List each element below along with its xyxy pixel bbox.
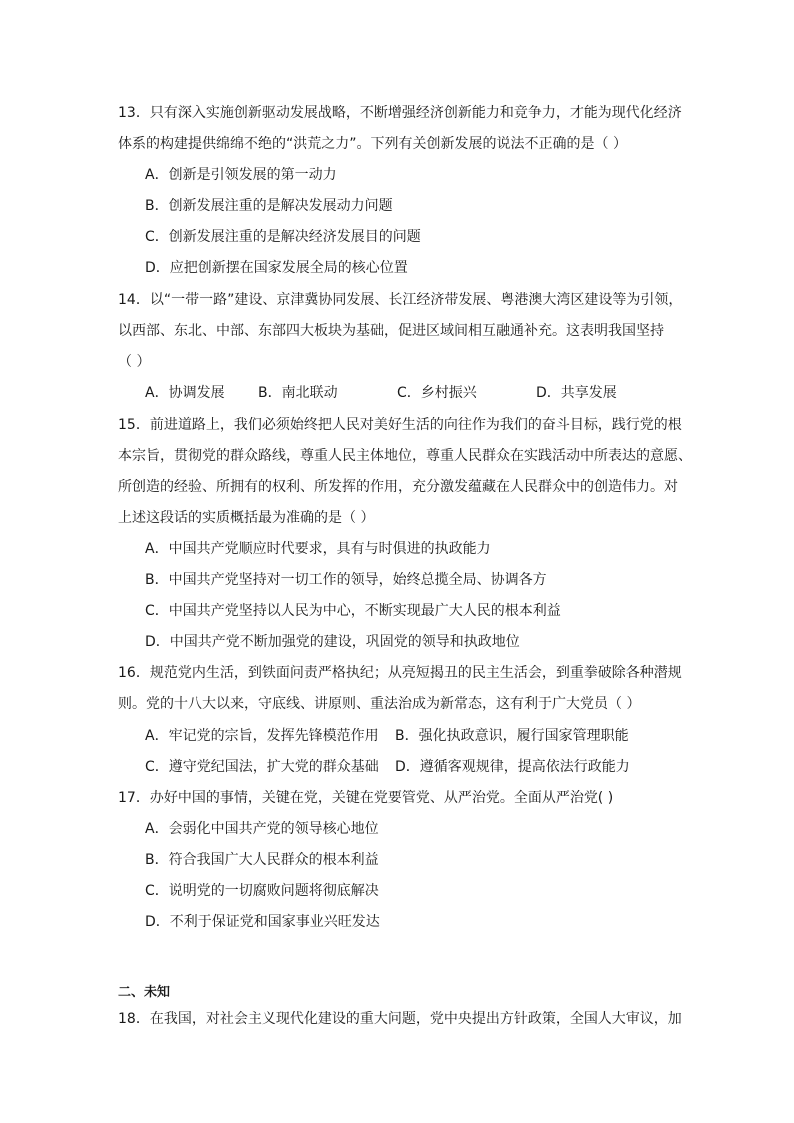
q14-stem-line3: （ ）	[118, 354, 151, 370]
q16-stem-line1: 16．规范党内生活，到铁面问责严格执纪；从亮短揭丑的民主生活会，到重拳破除各种潜规	[118, 665, 682, 681]
q17-option-b: B．符合我国广大人民群众的根本利益	[145, 852, 379, 868]
q15-stem-line1: 15．前进道路上，我们必须始终把人民对美好生活的向往作为我们的奋斗目标，践行党的根	[118, 417, 682, 433]
q13-option-b: B．创新发展注重的是解决发展动力问题	[145, 198, 393, 214]
q18-stem-line1: 18．在我国，对社会主义现代化建设的重大问题，党中央提出方针政策，全国人大审议，加	[118, 1011, 682, 1027]
q16-stem-line2: 则。党的十八大以来，守底线、讲原则、重法治成为新常态，这有利于广大党员（ ）	[118, 696, 641, 712]
q16-option-b: B．强化执政意识，履行国家管理职能	[395, 728, 629, 744]
q16-option-c: C．遵守党纪国法，扩大党的群众基础	[145, 759, 379, 775]
q17-option-d: D．不利于保证党和国家事业兴旺发达	[145, 914, 380, 930]
q14-stem-line2: 以西部、东北、中部、东部四大板块为基础，促进区域间相互融通补充。这表明我国坚持	[118, 323, 664, 339]
q15-stem-line3: 所创造的经验、所拥有的权利、所发挥的作用，充分激发蕴藏在人民群众中的创造伟力。对	[118, 479, 678, 495]
q13-option-c: C．创新发展注重的是解决经济发展目的问题	[145, 229, 421, 245]
q17-stem-line1: 17．办好中国的事情，关键在党，关键在党要管党、从严治党。全面从严治党( )	[118, 790, 614, 806]
q13-option-d: D．应把创新摆在国家发展全局的核心位置	[145, 260, 408, 276]
q13-stem-line2: 体系的构建提供绵绵不绝的“洪荒之力”。下列有关创新发展的说法不正确的是（ ）	[118, 136, 627, 152]
q14-option-d: D．共享发展	[536, 385, 617, 401]
q16-option-a: A．牢记党的宗旨，发挥先锋模范作用	[145, 728, 379, 744]
q15-option-b: B．中国共产党坚持对一切工作的领导，始终总揽全局、协调各方	[145, 572, 547, 588]
q15-stem-line2: 本宗旨，贯彻党的群众路线，尊重人民主体地位，尊重人民群众在实践活动中所表达的意愿、	[118, 448, 692, 464]
q15-option-d: D．中国共产党不断加强党的建设，巩固党的领导和执政地位	[145, 634, 520, 650]
q13-option-a: A．创新是引领发展的第一动力	[145, 167, 337, 183]
q13-stem-line1: 13．只有深入实施创新驱动发展战略，不断增强经济创新能力和竞争力，才能为现代化经济	[118, 105, 682, 121]
q14-option-a: A．协调发展	[145, 385, 225, 401]
q17-option-c: C．说明党的一切腐败问题将彻底解决	[145, 883, 379, 899]
q17-option-a: A．会弱化中国共产党的领导核心地位	[145, 821, 379, 837]
q14-option-b: B．南北联动	[258, 385, 338, 401]
q14-option-c: C．乡村振兴	[397, 385, 477, 401]
q15-option-a: A．中国共产党顺应时代要求，具有与时俱进的执政能力	[145, 541, 491, 557]
q15-option-c: C．中国共产党坚持以人民为中心，不断实现最广大人民的根本利益	[145, 603, 561, 619]
q16-option-d: D．遵循客观规律，提高依法行政能力	[395, 759, 630, 775]
section-heading: 二、未知	[118, 985, 171, 1000]
q14-stem-line1: 14．以“一带一路”建设、京津冀协同发展、长江经济带发展、粤港澳大湾区建设等为引领，	[118, 292, 683, 308]
q15-stem-line4: 上述这段话的实质概括最为准确的是（ ）	[118, 510, 375, 526]
